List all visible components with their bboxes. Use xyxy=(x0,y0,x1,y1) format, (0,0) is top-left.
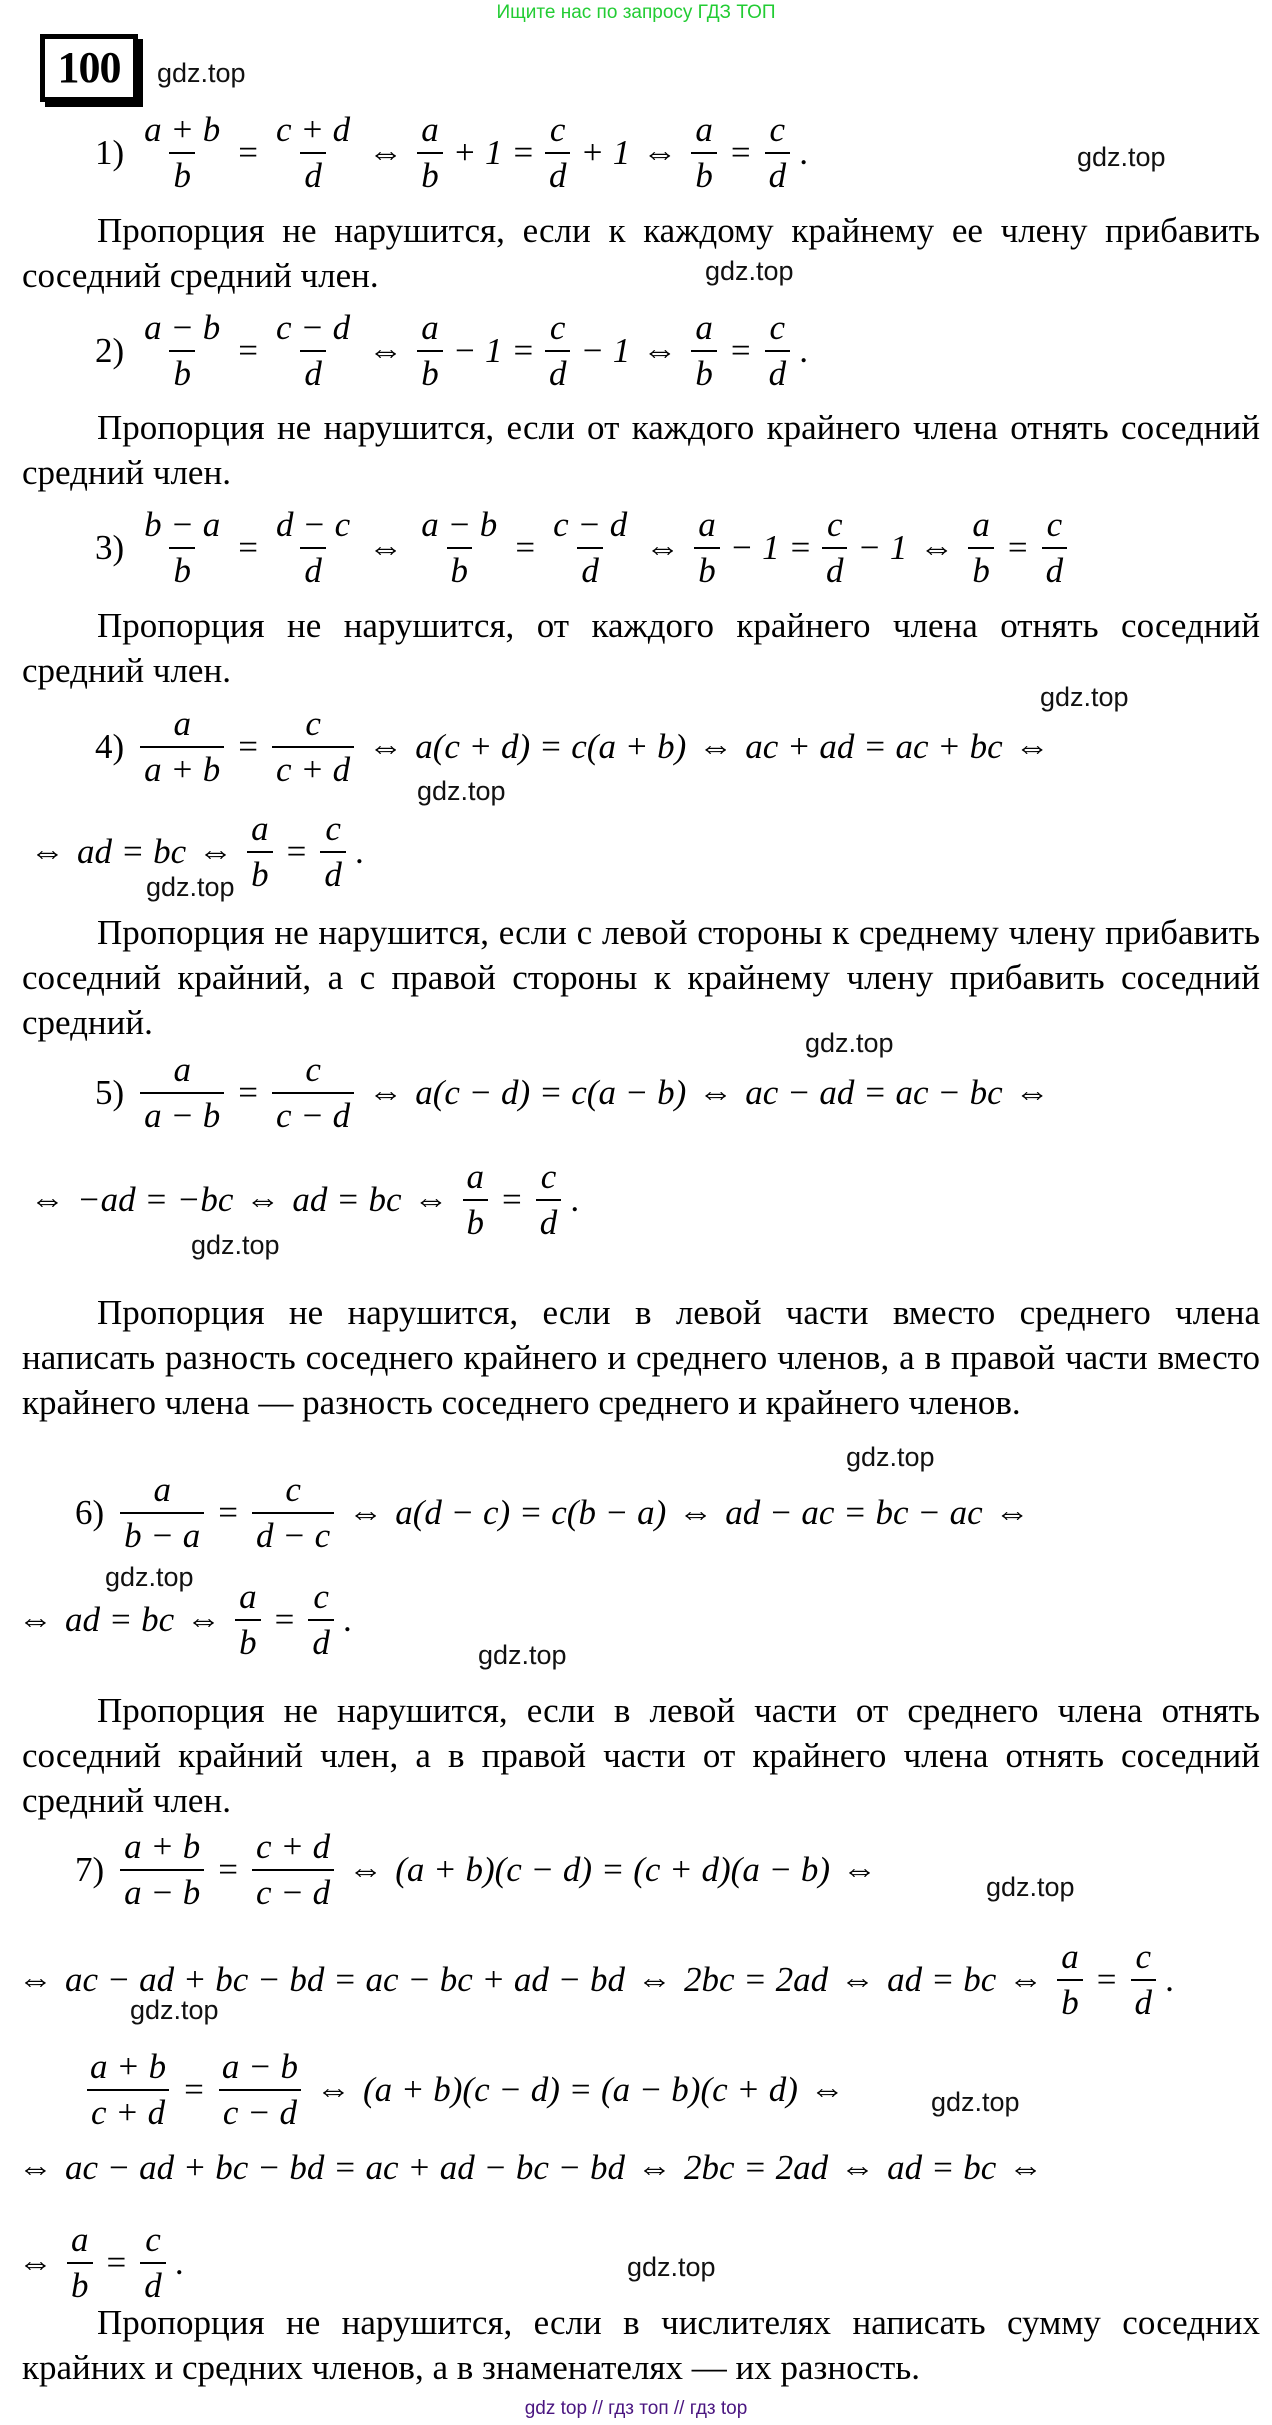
watermark: gdz.top xyxy=(417,776,506,806)
equals-sign: = xyxy=(286,832,307,871)
math-expression: −ad = −bc xyxy=(77,1180,234,1219)
equals-sign: = xyxy=(184,2070,204,2109)
equivalence-arrow-icon: ⇔ xyxy=(994,1493,1030,1532)
fraction: $\frac{c}{d}$ xyxy=(536,1155,562,1245)
equation-label: 5) xyxy=(95,1073,125,1112)
equivalence-arrow-icon: ⇔ xyxy=(919,528,955,567)
watermark: gdz.top xyxy=(130,1995,219,2025)
math-expression: ac − ad + bc − bd = ac + ad − bc − bd xyxy=(65,2148,625,2187)
fraction: $\frac{c}{d}$ xyxy=(320,807,346,897)
equation-7-line-4 xyxy=(10,2148,1051,2188)
equals-sign: = xyxy=(238,331,259,370)
math-expression: − 1 = xyxy=(452,331,535,370)
fraction: $\frac{a + b}{a - b}$ xyxy=(120,1825,204,1915)
math-expression: . xyxy=(1166,1960,1175,1999)
fraction: $\frac{b - a}{b}$ xyxy=(140,503,224,593)
explanation-text: Пропорция не нарушится, если к каждому крайнему ее члену прибавить соседний средний член. xyxy=(22,211,1260,295)
equivalence-arrow-icon: ⇔ xyxy=(18,1960,53,1999)
equivalence-arrow-icon: ⇔ xyxy=(18,2243,53,2282)
fraction: $\frac{c}{d}$ xyxy=(822,503,848,593)
watermark: gdz.top xyxy=(478,1640,567,1670)
equation-label: 2) xyxy=(95,331,125,370)
fraction: $\frac{c}{d}$ xyxy=(308,1575,334,1665)
watermark: gdz.top xyxy=(191,1230,280,1260)
math-expression: + 1 = xyxy=(452,133,535,172)
equation-3 xyxy=(95,503,1073,593)
explanation-7 xyxy=(22,2300,1260,2390)
equivalence-arrow-icon: ⇔ xyxy=(842,1850,878,1889)
equivalence-arrow-icon: ⇔ xyxy=(198,832,234,871)
equals-sign: = xyxy=(238,133,259,172)
fraction: $\frac{a}{b}$ xyxy=(417,306,443,396)
equivalence-arrow-icon: ⇔ xyxy=(636,1960,672,1999)
equation-label: 1) xyxy=(95,133,125,172)
equivalence-arrow-icon: ⇔ xyxy=(1008,2148,1044,2187)
equals-sign: = xyxy=(502,1180,522,1219)
equation-5-line-2 xyxy=(22,1155,584,1245)
equals-sign: = xyxy=(106,2243,127,2282)
math-expression: . xyxy=(355,832,365,871)
math-expression: ad − ac = bc − ac xyxy=(725,1493,983,1532)
equivalence-arrow-icon: ⇔ xyxy=(368,331,404,370)
equation-label: 3) xyxy=(95,528,125,567)
equation-7-line-3 xyxy=(80,2045,853,2135)
fraction: $\frac{c}{d}$ xyxy=(545,306,571,396)
equals-sign: = xyxy=(274,1600,295,1639)
math-expression: ac − ad = ac − bc xyxy=(745,1073,1003,1112)
equivalence-arrow-icon: ⇔ xyxy=(348,1493,384,1532)
math-expression: ad = bc xyxy=(292,1180,402,1219)
math-expression: ad = bc xyxy=(887,1960,997,1999)
math-expression: . xyxy=(343,1600,353,1639)
equals-sign: = xyxy=(1096,1960,1117,1999)
fraction: $\frac{c}{d}$ xyxy=(765,306,791,396)
explanation-text: Пропорция не нарушится, от каждого крайнего члена отнять соседний средний член. xyxy=(22,606,1260,690)
explanation-2 xyxy=(22,405,1260,495)
equivalence-arrow-icon: ⇔ xyxy=(642,331,678,370)
fraction: $\frac{a}{b}$ xyxy=(67,2218,93,2308)
watermark: gdz.top xyxy=(146,872,235,902)
equivalence-arrow-icon: ⇔ xyxy=(368,1073,404,1112)
watermark: gdz.top xyxy=(627,2252,716,2282)
equals-sign: = xyxy=(238,528,259,567)
fraction: $\frac{c + d}{d}$ xyxy=(272,108,354,198)
fraction: $\frac{d - c}{d}$ xyxy=(272,503,354,593)
math-expression: a(c + d) = c(a + b) xyxy=(415,727,687,766)
fraction: $\frac{a}{b}$ xyxy=(968,503,994,593)
watermark: gdz.top xyxy=(931,2087,1020,2117)
fraction: $\frac{c}{d}$ xyxy=(1131,1935,1157,2025)
equation-7-line-1 xyxy=(75,1825,885,1915)
explanation-text: Пропорция не нарушится, если в левой части вместо среднего члена написать разность соседнего крайнего и среднего членов, а в правой части вместо крайнего члена — разность соседнего среднего и крайнего членов. xyxy=(22,1293,1260,1422)
fraction: $\frac{a}{b}$ xyxy=(417,108,443,198)
equivalence-arrow-icon: ⇔ xyxy=(840,2148,876,2187)
equivalence-arrow-icon: ⇔ xyxy=(698,1073,734,1112)
equivalence-arrow-icon: ⇔ xyxy=(678,1493,714,1532)
equivalence-arrow-icon: ⇔ xyxy=(368,727,404,766)
equals-sign: = xyxy=(218,1493,239,1532)
explanation-4 xyxy=(22,910,1260,1045)
math-expression: − 1 = xyxy=(729,528,812,567)
math-expression: a(c − d) = c(a − b) xyxy=(415,1073,687,1112)
math-expression: . xyxy=(175,2243,185,2282)
explanation-text: Пропорция не нарушится, если в левой части от среднего члена отнять соседний крайний член, а в правой части от крайнего члена отнять соседний средний член. xyxy=(22,1691,1260,1820)
watermark: gdz.top xyxy=(157,58,246,88)
equation-2 xyxy=(95,306,813,396)
equals-sign: = xyxy=(238,1073,259,1112)
equivalence-arrow-icon: ⇔ xyxy=(316,2070,351,2109)
math-expression: ac + ad = ac + bc xyxy=(745,727,1003,766)
equivalence-arrow-icon: ⇔ xyxy=(698,727,734,766)
math-expression: a(d − c) = c(b − a) xyxy=(395,1493,667,1532)
equivalence-arrow-icon: ⇔ xyxy=(1014,1073,1050,1112)
fraction: $\frac{a}{b - a}$ xyxy=(120,1468,204,1558)
math-expression: (a + b)(c − d) = (c + d)(a − b) xyxy=(395,1850,831,1889)
fraction: $\frac{c}{d}$ xyxy=(1042,503,1068,593)
equivalence-arrow-icon: ⇔ xyxy=(636,2148,672,2187)
fraction: $\frac{a + b}{c + d}$ xyxy=(86,2045,170,2135)
fraction: $\frac{c}{c + d}$ xyxy=(272,702,354,792)
equivalence-arrow-icon: ⇔ xyxy=(809,2070,845,2109)
equivalence-arrow-icon: ⇔ xyxy=(413,1180,449,1219)
explanation-text: Пропорция не нарушится, если в числителях написать сумму соседних крайних и средних членов, а в знаменателях — их разность. xyxy=(22,2303,1260,2387)
fraction: $\frac{c}{c - d}$ xyxy=(272,1048,354,1138)
equivalence-arrow-icon: ⇔ xyxy=(368,528,404,567)
math-expression: . xyxy=(800,133,809,172)
equivalence-arrow-icon: ⇔ xyxy=(1008,1960,1044,1999)
fraction: $\frac{c}{d}$ xyxy=(140,2218,166,2308)
fraction: $\frac{a}{b}$ xyxy=(694,503,720,593)
equation-5-line-1 xyxy=(95,1048,1058,1138)
watermark: gdz.top xyxy=(805,1028,894,1058)
fraction: $\frac{a}{b}$ xyxy=(691,108,717,198)
equivalence-arrow-icon: ⇔ xyxy=(840,1960,876,1999)
equivalence-arrow-icon: ⇔ xyxy=(368,133,404,172)
watermark: gdz.top xyxy=(846,1442,935,1472)
math-expression: 2bc = 2ad xyxy=(683,1960,829,1999)
math-expression: ac − ad + bc − bd = ac − bc + ad − bd xyxy=(65,1960,625,1999)
math-expression: + 1 xyxy=(580,133,631,172)
footer-links[interactable]: gdz top // гдз топ // гдз top xyxy=(524,2398,748,2419)
math-expression: (a + b)(c − d) = (a − b)(c + d) xyxy=(363,2070,798,2109)
fraction: $\frac{a}{a - b}$ xyxy=(140,1048,224,1138)
equation-6-line-2 xyxy=(10,1575,357,1665)
fraction: $\frac{a + b}{b}$ xyxy=(140,108,224,198)
fraction: $\frac{a}{b}$ xyxy=(247,807,273,897)
fraction: $\frac{a}{b}$ xyxy=(691,306,717,396)
fraction: $\frac{a - b}{c - d}$ xyxy=(218,2045,302,2135)
fraction: $\frac{c}{d}$ xyxy=(545,108,571,198)
explanation-1 xyxy=(22,208,1260,298)
equals-sign: = xyxy=(238,727,259,766)
fraction: $\frac{c - d}{d}$ xyxy=(272,306,354,396)
problem-number-badge: 100 xyxy=(40,34,138,102)
equivalence-arrow-icon: ⇔ xyxy=(1014,727,1050,766)
equation-label: 6) xyxy=(75,1493,105,1532)
equals-sign: = xyxy=(730,133,751,172)
math-expression: ad = bc xyxy=(887,2148,997,2187)
explanation-text: Пропорция не нарушится, если от каждого крайнего члена отнять соседний средний член. xyxy=(22,408,1260,492)
watermark: gdz.top xyxy=(105,1562,194,1592)
math-expression: . xyxy=(800,331,809,370)
fraction: $\frac{c}{d}$ xyxy=(765,108,791,198)
fraction: $\frac{a}{b}$ xyxy=(235,1575,261,1665)
fraction: $\frac{c + d}{c - d}$ xyxy=(252,1825,334,1915)
equation-label: 4) xyxy=(95,727,125,766)
fraction: $\frac{c}{d - c}$ xyxy=(252,1468,334,1558)
equals-sign: = xyxy=(730,331,751,370)
equivalence-arrow-icon: ⇔ xyxy=(30,832,65,871)
watermark: gdz.top xyxy=(986,1872,1075,1902)
equivalence-arrow-icon: ⇔ xyxy=(30,1180,65,1219)
explanation-6 xyxy=(22,1688,1260,1823)
equivalence-arrow-icon: ⇔ xyxy=(18,2148,53,2187)
math-expression: − 1 xyxy=(857,528,908,567)
equivalence-arrow-icon: ⇔ xyxy=(18,1600,53,1639)
equation-4-line-1 xyxy=(95,702,1058,792)
equivalence-arrow-icon: ⇔ xyxy=(245,1180,281,1219)
search-banner[interactable]: Ищите нас по запросу ГДЗ ТОП xyxy=(496,2,776,23)
math-expression: − 1 xyxy=(580,331,631,370)
equation-1 xyxy=(95,108,813,198)
math-expression: . xyxy=(571,1180,581,1219)
explanation-3 xyxy=(22,603,1260,693)
fraction: $\frac{c - d}{d}$ xyxy=(549,503,631,593)
watermark: gdz.top xyxy=(1040,682,1129,712)
math-expression: ad = bc xyxy=(77,832,187,871)
equation-7-line-2 xyxy=(10,1935,1179,2025)
explanation-5 xyxy=(22,1290,1260,1425)
math-expression: 2bc = 2ad xyxy=(683,2148,829,2187)
equals-sign: = xyxy=(1007,528,1028,567)
equation-4-line-2 xyxy=(22,807,369,897)
fraction: $\frac{a}{b}$ xyxy=(1057,1935,1083,2025)
equivalence-arrow-icon: ⇔ xyxy=(186,1600,222,1639)
watermark: gdz.top xyxy=(1077,142,1166,172)
equivalence-arrow-icon: ⇔ xyxy=(348,1850,384,1889)
explanation-text: Пропорция не нарушится, если с левой стороны к среднему члену прибавить соседний крайний, а с правой стороны к крайнему члену прибавить соседний средний. xyxy=(22,913,1260,1042)
fraction: $\frac{a}{a + b}$ xyxy=(140,702,224,792)
fraction: $\frac{a - b}{b}$ xyxy=(140,306,224,396)
equation-6-line-1 xyxy=(75,1468,1038,1558)
math-expression: ad = bc xyxy=(65,1600,175,1639)
equation-7-line-5 xyxy=(10,2218,189,2308)
watermark: gdz.top xyxy=(705,256,794,286)
fraction: $\frac{a}{b}$ xyxy=(463,1155,489,1245)
equals-sign: = xyxy=(218,1850,239,1889)
equivalence-arrow-icon: ⇔ xyxy=(645,528,681,567)
fraction: $\frac{a - b}{b}$ xyxy=(417,503,501,593)
equals-sign: = xyxy=(515,528,536,567)
equation-label: 7) xyxy=(75,1850,105,1889)
equivalence-arrow-icon: ⇔ xyxy=(642,133,678,172)
